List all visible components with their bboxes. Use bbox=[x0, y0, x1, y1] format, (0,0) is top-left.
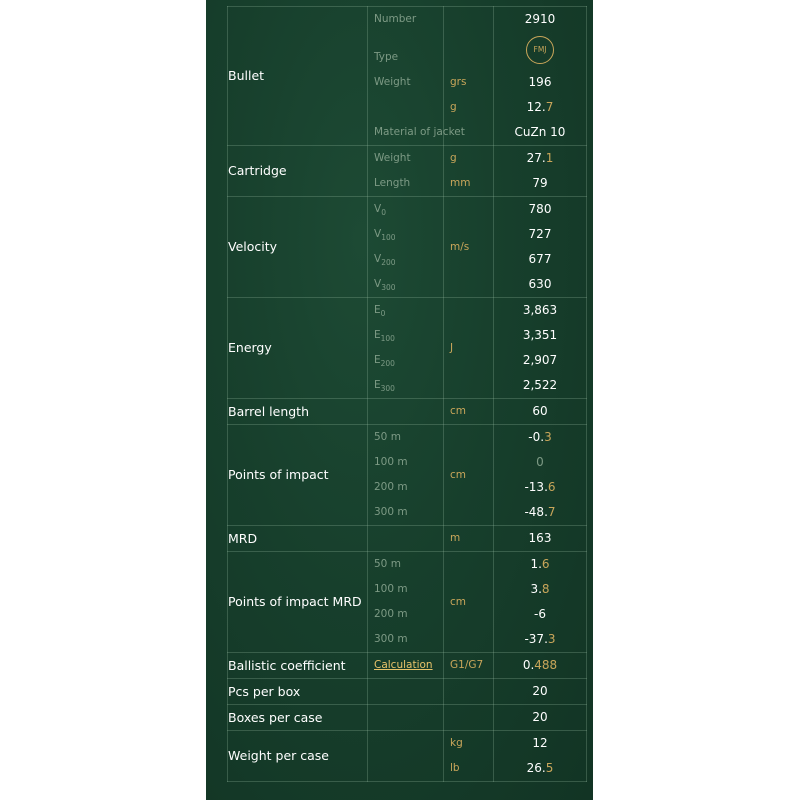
table-row bbox=[228, 146, 587, 197]
fmj-badge-icon: FMJ bbox=[526, 36, 554, 64]
label-v0: $V_0$ bbox=[374, 203, 386, 217]
table-row bbox=[228, 653, 587, 679]
label-poi-100: 100 m bbox=[374, 456, 408, 468]
label-cartridge-weight: Weight bbox=[374, 152, 411, 164]
label-poi-200: 200 m bbox=[374, 481, 408, 493]
label-poi-300: 300 m bbox=[374, 506, 408, 518]
value-weight-kg: 12 bbox=[532, 736, 548, 750]
value-poi-200: -13.6 bbox=[524, 480, 556, 494]
table-row bbox=[228, 731, 587, 782]
unit-g1g7: G1/G7 bbox=[450, 659, 484, 671]
calculation-link[interactable]: Calculation bbox=[374, 659, 433, 671]
row-label-weight-case: Weight per case bbox=[228, 731, 368, 782]
value-e300: 2,522 bbox=[522, 378, 558, 392]
row-label-cartridge: Cartridge bbox=[228, 146, 368, 197]
unit-cm: cm bbox=[450, 596, 467, 608]
unit-cm: cm bbox=[450, 469, 467, 481]
value-poi-100: 0 bbox=[536, 455, 544, 469]
row-label-poi-mrd: Points of impact MRD bbox=[228, 552, 368, 653]
value-boxes-case: 20 bbox=[532, 710, 548, 724]
row-label-poi: Points of impact bbox=[228, 425, 368, 526]
value-weight-g: 12.7 bbox=[526, 100, 554, 114]
table-row bbox=[228, 425, 587, 526]
table-row bbox=[228, 7, 587, 146]
unit-lb: lb bbox=[450, 762, 460, 774]
value-v100: 727 bbox=[528, 227, 552, 241]
value-weight-lb: 26.5 bbox=[526, 761, 554, 775]
value-v300: 630 bbox=[528, 277, 552, 291]
value-poimrd-50: 1.6 bbox=[530, 557, 550, 571]
value-pcs-box: 20 bbox=[532, 684, 548, 698]
value-cartridge-length: 79 bbox=[532, 176, 548, 190]
label-v100: $V_{100}$ bbox=[374, 228, 396, 242]
unit-cm: cm bbox=[450, 405, 467, 417]
row-label-boxes-case: Boxes per case bbox=[228, 705, 368, 731]
label-poimrd-300: 300 m bbox=[374, 633, 408, 645]
row-label-barrel: Barrel length bbox=[228, 399, 368, 425]
unit-j: J bbox=[450, 342, 454, 354]
value-poimrd-300: -37.3 bbox=[524, 632, 556, 646]
spec-panel bbox=[206, 0, 593, 800]
table-row bbox=[228, 298, 587, 399]
row-label-velocity: Velocity bbox=[228, 197, 368, 298]
row-label-energy: Energy bbox=[228, 298, 368, 399]
label-poimrd-100: 100 m bbox=[374, 583, 408, 595]
label-number: Number bbox=[374, 13, 417, 25]
label-v300: $V_{300}$ bbox=[374, 278, 396, 292]
value-v200: 677 bbox=[528, 252, 552, 266]
label-poi-50: 50 m bbox=[374, 431, 401, 443]
label-poimrd-200: 200 m bbox=[374, 608, 408, 620]
unit-m: m bbox=[450, 532, 461, 544]
row-label-bullet: Bullet bbox=[228, 7, 368, 146]
row-label-mrd: MRD bbox=[228, 526, 368, 552]
unit-ms: m/s bbox=[450, 241, 470, 253]
value-poi-300: -48.7 bbox=[524, 505, 556, 519]
value-poi-50: -0.3 bbox=[528, 430, 552, 444]
value-jacket: CuZn 10 bbox=[514, 125, 566, 139]
label-type: Type bbox=[374, 51, 399, 63]
table-row bbox=[228, 705, 587, 731]
table-row bbox=[228, 399, 587, 425]
value-v0: 780 bbox=[528, 202, 552, 216]
row-label-pcs-box: Pcs per box bbox=[228, 679, 368, 705]
table-row bbox=[228, 552, 587, 653]
value-barrel: 60 bbox=[532, 404, 548, 418]
value-poimrd-100: 3.8 bbox=[530, 582, 550, 596]
value-e200: 2,907 bbox=[522, 353, 558, 367]
label-v200: $V_{200}$ bbox=[374, 253, 396, 267]
label-jacket: Material of jacket bbox=[374, 126, 465, 138]
label-cartridge-length: Length bbox=[374, 177, 411, 189]
label-e300: $E_{300}$ bbox=[374, 379, 395, 393]
label-e0: $E_0$ bbox=[374, 304, 386, 318]
unit-g: g bbox=[450, 101, 457, 113]
spec-table bbox=[227, 6, 587, 782]
row-label-ballistic: Ballistic coefficient bbox=[228, 653, 368, 679]
unit-mm: mm bbox=[450, 177, 471, 189]
label-e200: $E_{200}$ bbox=[374, 354, 395, 368]
value-e100: 3,351 bbox=[522, 328, 558, 342]
value-mrd: 163 bbox=[528, 531, 552, 545]
value-poimrd-200: -6 bbox=[534, 607, 546, 621]
value-ballistic: 0.488 bbox=[522, 658, 558, 672]
value-cartridge-weight: 27.1 bbox=[526, 151, 554, 165]
value-e0: 3,863 bbox=[522, 303, 558, 317]
unit-g: g bbox=[450, 152, 457, 164]
value-weight-grs: 196 bbox=[528, 75, 552, 89]
label-weight: Weight bbox=[374, 76, 411, 88]
table-row bbox=[228, 679, 587, 705]
value-number: 2910 bbox=[524, 12, 556, 26]
unit-kg: kg bbox=[450, 737, 463, 749]
label-poimrd-50: 50 m bbox=[374, 558, 401, 570]
unit-grs: grs bbox=[450, 76, 467, 88]
table-row bbox=[228, 526, 587, 552]
table-row bbox=[228, 197, 587, 298]
label-e100: $E_{100}$ bbox=[374, 329, 395, 343]
